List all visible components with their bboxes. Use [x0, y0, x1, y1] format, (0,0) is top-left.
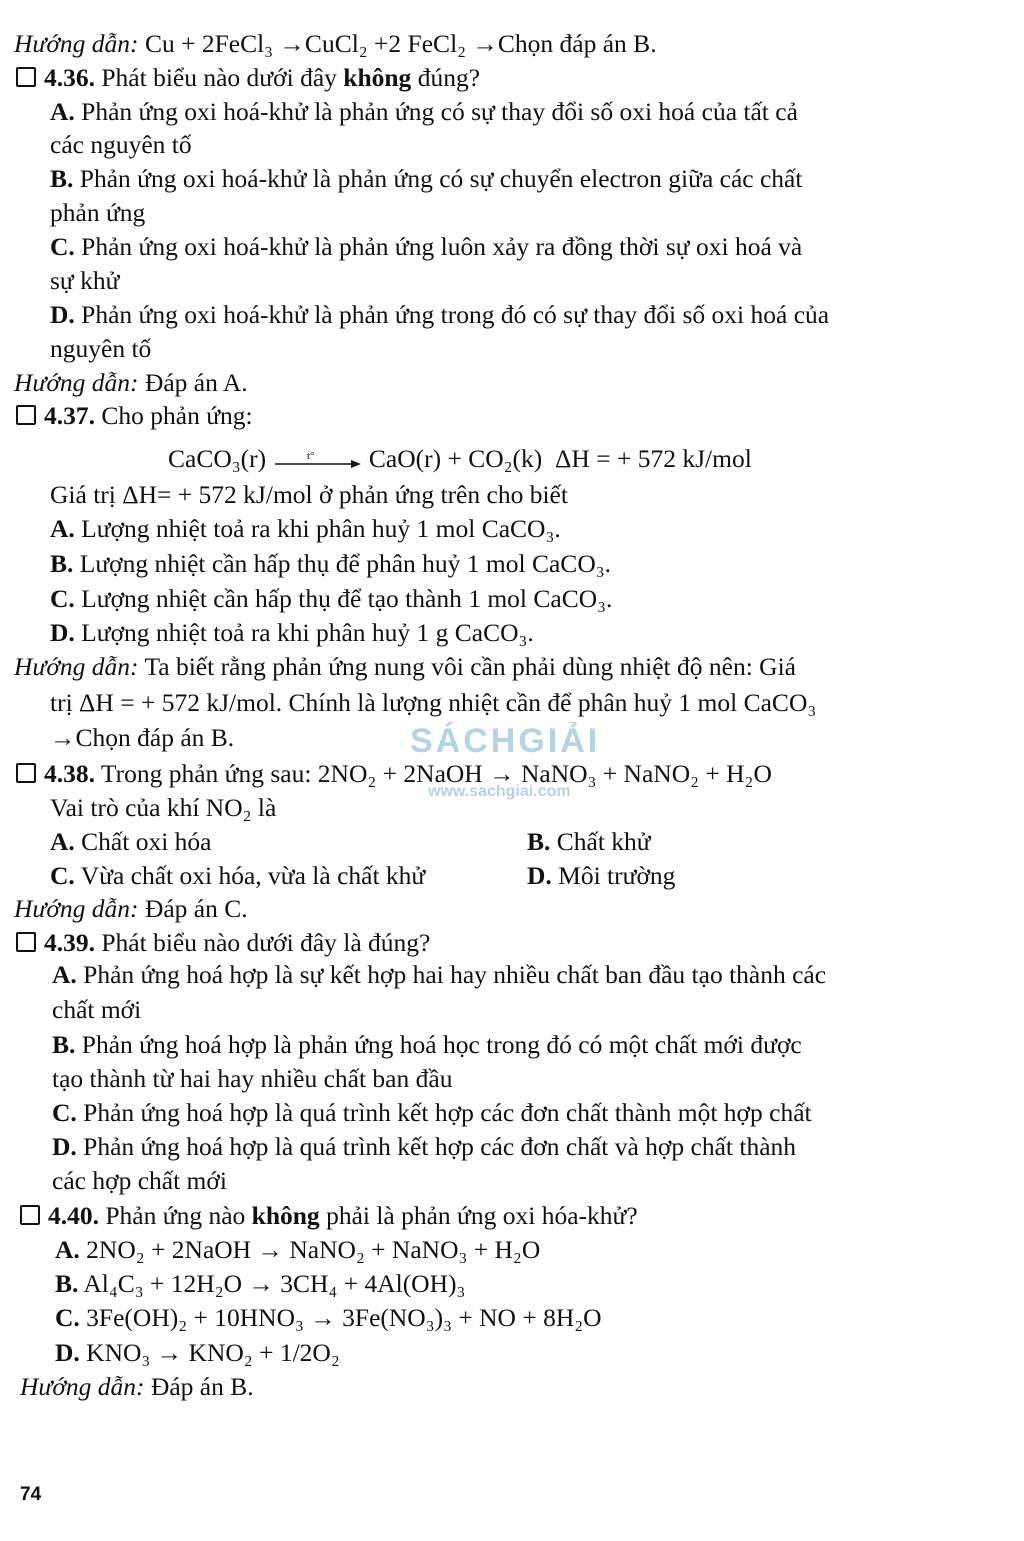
question-number: 4.36. [44, 63, 95, 92]
option-a: A. Phản ứng hoá hợp là sự kết hợp hai hay nhiều chất ban đầu tạo thành các [52, 960, 827, 989]
question-438: 4.38. Trong phản ứng sau: 2NO₂ + 2NaOH → NaNO₃ + NaNO₂ + H₂O [16, 757, 772, 791]
option-c-cont: sự khử [50, 266, 120, 295]
watermark-logo: SÁCHGIẢI [410, 722, 601, 760]
answer-436: Hướng dẫn: Đáp án A. [14, 368, 248, 397]
question-text: Phát biểu nào dưới đây không đúng? [101, 63, 481, 92]
question-440: 4.40. Phản ứng nào không phải là phản ứng oxi hóa-khử? [20, 1199, 638, 1233]
reaction-equation: CaCO₃(r) t° CaO(r) + CO₂(k) ΔH = + 572 kJ/mol [168, 444, 752, 473]
option-a: A. Phản ứng oxi hoá-khử là phản ứng có sự thay đổi số oxi hoá của tất cả [50, 97, 798, 126]
heat-arrow-icon [273, 451, 363, 471]
top-equation: Cu + 2FeCl₃ →CuCl₂ +2 FeCl₂ →Chọn đáp án B. [144, 29, 657, 58]
checkbox-icon [16, 763, 36, 783]
option-c: C. Phản ứng hoá hợp là quá trình kết hợp các đơn chất thành một hợp chất [52, 1098, 812, 1127]
option-c: C. Lượng nhiệt cần hấp thụ để tạo thành 1 mol CaCO₃. [50, 584, 613, 613]
option-b: B. Lượng nhiệt cần hấp thụ để phân huỷ 1 mol CaCO₃. [50, 549, 611, 578]
option-d: D. Lượng nhiệt toả ra khi phân huỷ 1 g CaCO₃. [50, 618, 534, 647]
watermark-url: www.sachgiai.com [428, 783, 571, 800]
checkbox-icon [16, 405, 36, 425]
option-d-cont: các hợp chất mới [52, 1166, 227, 1195]
option-d-cont: nguyên tố [50, 334, 152, 363]
answer-437-choice: →Chọn đáp án B. [50, 723, 235, 752]
checkbox-icon [16, 932, 36, 952]
guide-label: Hướng dẫn: [14, 29, 139, 58]
question-437: 4.37. Cho phản ứng: [16, 399, 253, 433]
checkbox-icon [20, 1205, 40, 1225]
option-a-cont: chất mới [52, 995, 142, 1024]
option-d: D. KNO₃ → KNO₂ + 1/2O₂ [55, 1338, 340, 1367]
option-a: A. 2NO₂ + 2NaOH → NaNO₂ + NaNO₃ + H₂O [55, 1235, 541, 1264]
option-d: D. Môi trường [527, 861, 676, 890]
option-d: D. Phản ứng hoá hợp là quá trình kết hợp các đơn chất và hợp chất thành [52, 1132, 797, 1161]
answer-437-cont: trị ΔH = + 572 kJ/mol. Chính là lượng nhiệt cần để phân huỷ 1 mol CaCO₃ [50, 688, 817, 717]
option-a: A. Lượng nhiệt toả ra khi phân huỷ 1 mol CaCO₃. [50, 514, 561, 543]
option-b: B. Al₄C₃ + 12H₂O → 3CH₄ + 4Al(OH)₃ [55, 1269, 466, 1298]
option-b-cont: tạo thành từ hai hay nhiều chất ban đầu [52, 1064, 453, 1093]
option-a: A. Chất oxi hóa [50, 827, 212, 856]
question-439: 4.39. Phát biểu nào dưới đây là đúng? [16, 926, 430, 960]
option-c: C. Phản ứng oxi hoá-khử là phản ứng luôn xảy ra đồng thời sự oxi hoá và [50, 232, 803, 261]
top-guide-line [14, 27, 657, 61]
answer-440: Hướng dẫn: Đáp án B. [20, 1372, 254, 1401]
question-stem: Giá trị ΔH= + 572 kJ/mol ở phản ứng trên cho biết [50, 480, 568, 509]
option-b-cont: phản ứng [50, 198, 146, 227]
answer-438: Hướng dẫn: Đáp án C. [14, 894, 248, 923]
option-b: B. Phản ứng hoá hợp là phản ứng hoá học trong đó có một chất mới được [52, 1030, 802, 1059]
svg-text:t°: t° [306, 451, 314, 463]
option-a-cont: các nguyên tố [50, 130, 192, 159]
page-number: 74 [20, 1484, 42, 1505]
question-436 [16, 61, 480, 95]
option-b: B. Phản ứng oxi hoá-khử là phản ứng có sự chuyển electron giữa các chất [50, 164, 803, 193]
question-stem: Vai trò của khí NO₂ là [50, 793, 277, 822]
option-c: C. 3Fe(OH)₂ + 10HNO₃ → 3Fe(NO₃)₃ + NO + 8H₂O [55, 1303, 602, 1332]
option-c: C. Vừa chất oxi hóa, vừa là chất khử [50, 861, 426, 890]
answer-437: Hướng dẫn: Ta biết rằng phản ứng nung vôi cần phải dùng nhiệt độ nên: Giá [14, 652, 796, 681]
checkbox-icon [16, 67, 36, 87]
option-d: D. Phản ứng oxi hoá-khử là phản ứng trong đó có sự thay đổi số oxi hoá của [50, 300, 830, 329]
option-b: B. Chất khử [527, 827, 651, 856]
